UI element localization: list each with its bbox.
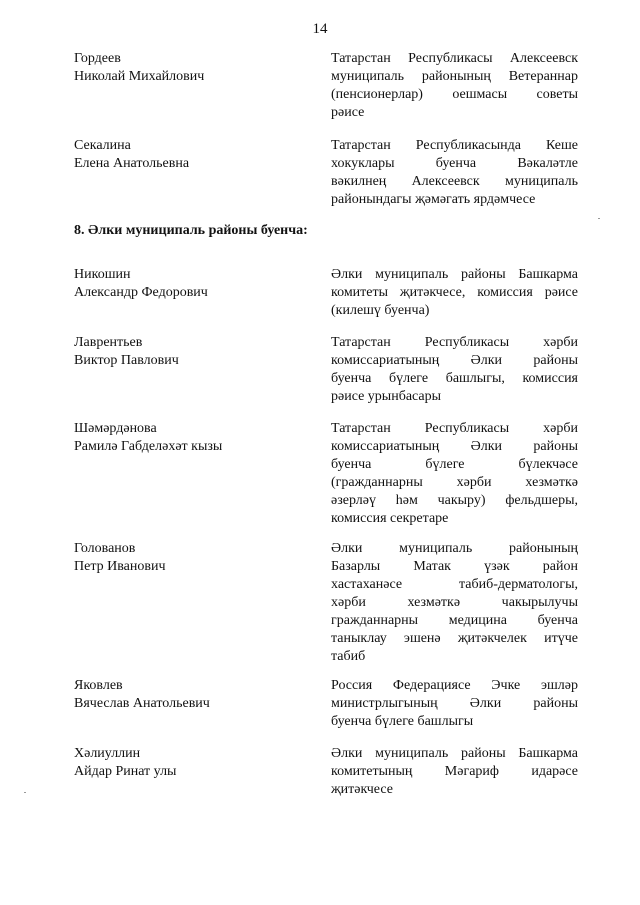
role-line: министрлыгының Әлки районы bbox=[331, 696, 578, 711]
role-line: муниципаль районының Ветераннар bbox=[331, 69, 578, 84]
member-role bbox=[331, 540, 578, 666]
role-line: Россия Федерациясе Эчке эшләр bbox=[331, 678, 578, 693]
scan-speck bbox=[24, 792, 26, 793]
member-given-name: Виктор Павлович bbox=[74, 353, 179, 368]
role-line: буенча бүлеге башлыгы bbox=[331, 714, 474, 729]
member-surname: Лаврентьев bbox=[74, 335, 143, 350]
member-name bbox=[74, 334, 304, 370]
role-line: (килешү буенча) bbox=[331, 303, 430, 318]
role-line: гражданнарны медицина буенча bbox=[331, 613, 578, 628]
role-line: комитетының Мәгариф идарәсе bbox=[331, 764, 578, 779]
role-line: (пенсионерлар) оешмасы советы bbox=[331, 87, 578, 102]
role-line: Базарлы Матак үзәк район bbox=[331, 559, 578, 574]
member-surname: Гордеев bbox=[74, 51, 121, 66]
role-line: рәисе урынбасары bbox=[331, 389, 442, 404]
member-given-name: Петр Иванович bbox=[74, 559, 166, 574]
role-line: Әлки муниципаль районы Башкарма bbox=[331, 746, 578, 761]
member-role bbox=[331, 50, 578, 122]
role-line: (гражданнарны хәрби хезмәткә bbox=[331, 475, 578, 490]
member-name bbox=[74, 50, 304, 86]
member-role bbox=[331, 420, 578, 528]
role-line: Татарстан Республикасы хәрби bbox=[331, 421, 578, 436]
member-given-name: Рамилә Габделәхәт кызы bbox=[74, 439, 223, 454]
page-number: 14 bbox=[312, 21, 328, 37]
member-surname: Хәлиуллин bbox=[74, 746, 141, 761]
member-surname: Никошин bbox=[74, 267, 131, 282]
role-line: комитеты җитәкчесе, комиссия рәисе bbox=[331, 285, 578, 300]
role-line: хәрби хезмәткә чакырылучы bbox=[331, 595, 578, 610]
section-heading: 8. Әлки муниципаль районы буенча: bbox=[74, 223, 308, 238]
member-surname: Секалина bbox=[74, 138, 131, 153]
member-name bbox=[74, 677, 304, 713]
role-line: табиб bbox=[331, 649, 366, 664]
role-line: рәисе bbox=[331, 105, 365, 120]
role-line: вәкилнең Алексеевск муниципаль bbox=[331, 174, 578, 189]
member-given-name: Александр Федорович bbox=[74, 285, 208, 300]
role-line: Татарстан Республикасы хәрби bbox=[331, 335, 578, 350]
role-line: таныклау эшенә җитәкчелек итүче bbox=[331, 631, 578, 646]
scan-speck bbox=[598, 218, 600, 219]
role-line: районындагы җәмәгать ярдәмчесе bbox=[331, 192, 536, 207]
role-line: комиссариатының Әлки районы bbox=[331, 439, 578, 454]
member-name bbox=[74, 745, 304, 781]
member-name bbox=[74, 137, 304, 173]
role-line: буенча бүлеге бүлекчәсе bbox=[331, 457, 578, 472]
member-given-name: Вячеслав Анатольевич bbox=[74, 696, 210, 711]
role-line: буенча бүлеге башлыгы, комиссия bbox=[331, 371, 578, 386]
member-name bbox=[74, 420, 304, 456]
member-role bbox=[331, 745, 578, 799]
member-surname: Голованов bbox=[74, 541, 136, 556]
role-line: Әлки муниципаль районы Башкарма bbox=[331, 267, 578, 282]
member-surname: Яковлев bbox=[74, 678, 123, 693]
member-role bbox=[331, 266, 578, 320]
role-line: комиссариатының Әлки районы bbox=[331, 353, 578, 368]
role-line: җитәкчесе bbox=[331, 782, 393, 797]
member-name bbox=[74, 540, 304, 576]
member-given-name: Елена Анатольевна bbox=[74, 156, 190, 171]
role-line: Татарстан Республикасы Алексеевск bbox=[331, 51, 578, 66]
member-role bbox=[331, 137, 578, 209]
role-line: Татарстан Республикасында Кеше bbox=[331, 138, 578, 153]
member-role bbox=[331, 677, 578, 731]
role-line: комиссия секретаре bbox=[331, 511, 449, 526]
member-role bbox=[331, 334, 578, 406]
member-surname: Шәмәрдәнова bbox=[74, 421, 157, 436]
member-given-name: Николай Михайлович bbox=[74, 69, 205, 84]
member-name bbox=[74, 266, 304, 302]
role-line: әзерләү һәм чакыру) фельдшеры, bbox=[331, 493, 578, 508]
role-line: Әлки муниципаль районының bbox=[331, 541, 578, 556]
member-given-name: Айдар Ринат улы bbox=[74, 764, 177, 779]
role-line: хастаханәсе табиб-дерматологы, bbox=[331, 577, 578, 592]
role-line: хокуклары буенча Вәкаләтле bbox=[331, 156, 578, 171]
